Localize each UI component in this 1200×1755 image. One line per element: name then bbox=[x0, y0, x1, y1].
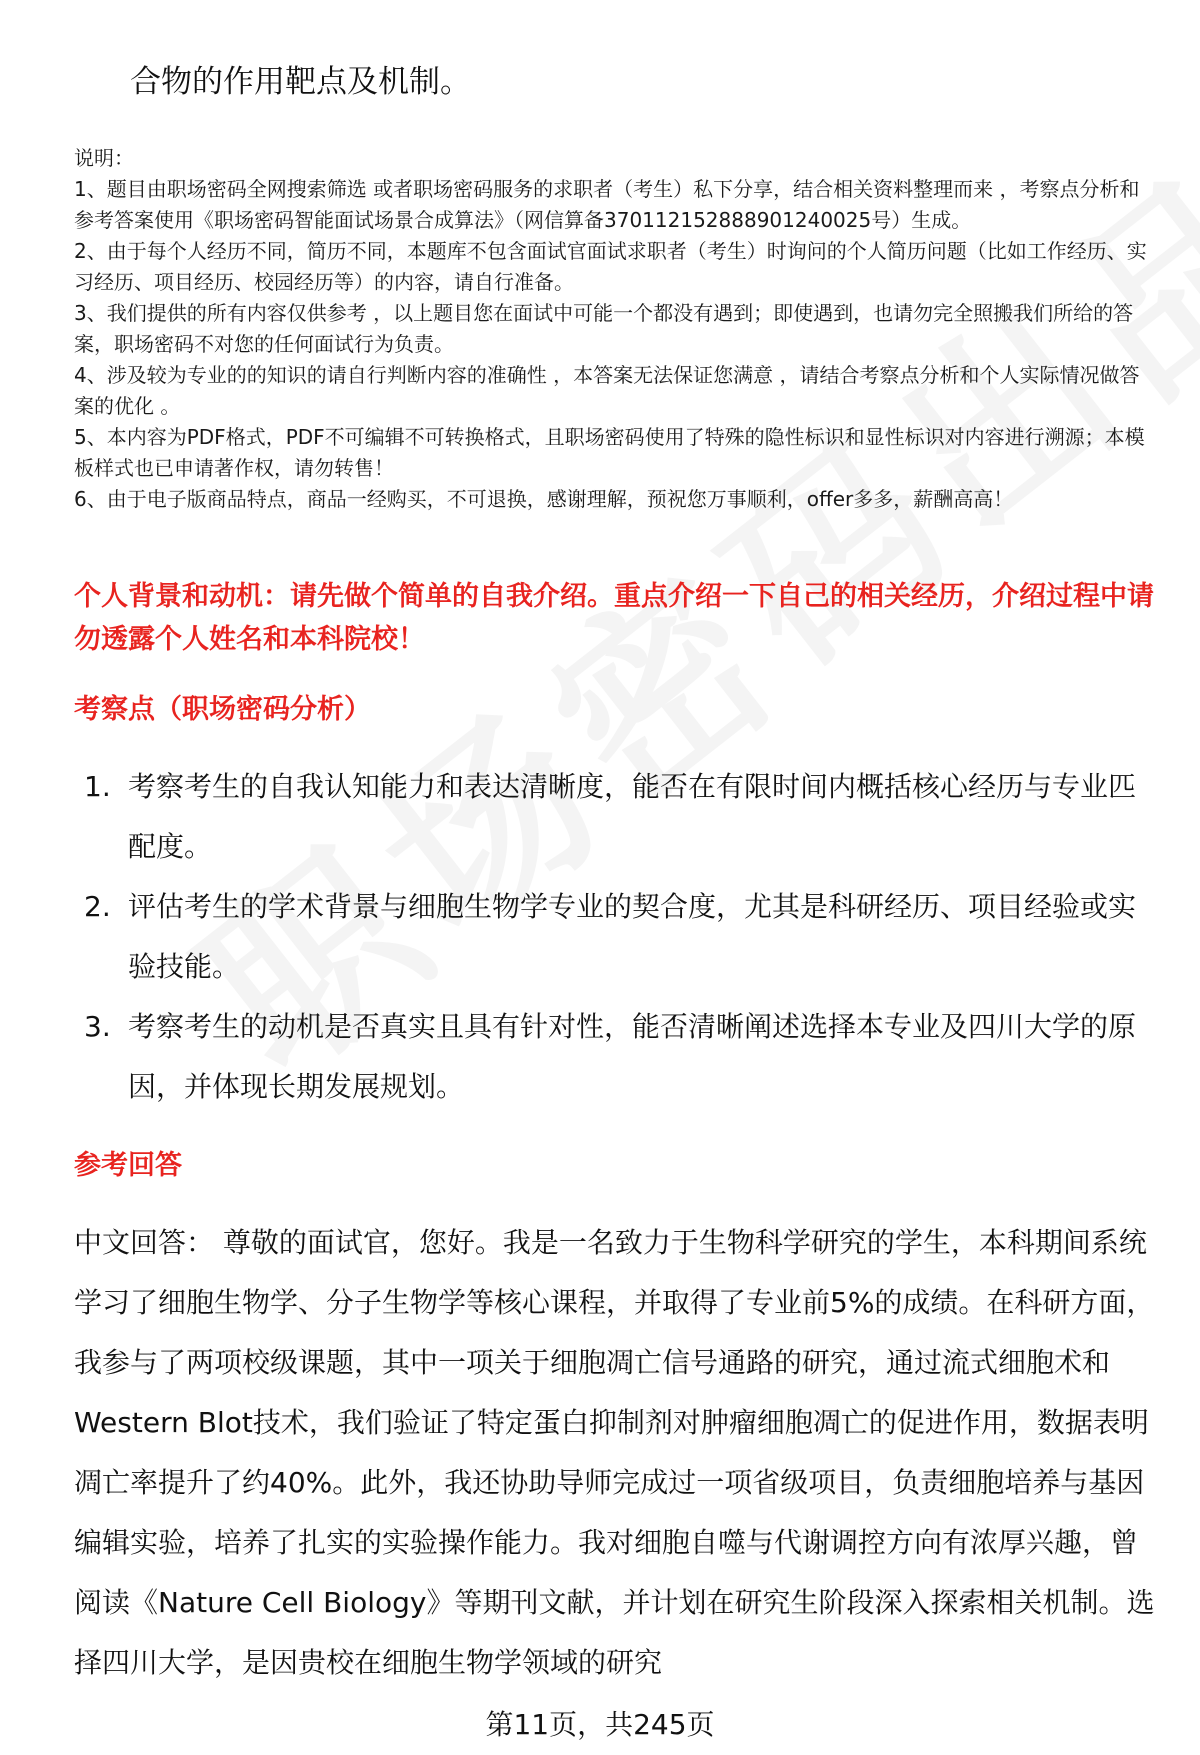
notes-item: 3、我们提供的所有内容仅供参考 ，以上题目您在面试中可能一个都没有遇到；即使遇到，也请勿完全照搬我们所给的答案，职场密码不对您的任何面试行为负责。 bbox=[74, 301, 1134, 356]
list-item-number: 2. bbox=[84, 890, 111, 923]
notes-item: 6、由于电子版商品特点，商品一经购买，不可退换，感谢理解，预祝您万事顺利，offer多多，薪酬高高！ bbox=[74, 487, 1014, 511]
list-item-text: 考察考生的动机是否真实且具有针对性，能否清晰阐述选择本专业及四川大学的原因，并体现长期发展规划。 bbox=[128, 1010, 1137, 1103]
notes-item: 1、题目由职场密码全网搜索筛选 或者职场密码服务的求职者（考生）私下分享，结合相关资料整理而来 ，考察点分析和参考答案使用《职场密码智能面试场景合成算法》（网信算备370112152888901240025号）生成。 bbox=[74, 177, 1140, 232]
list-item bbox=[74, 997, 1154, 1117]
list-item-number: 3. bbox=[84, 1010, 111, 1043]
continued-text-line: 合物的作用靶点及机制。 bbox=[130, 64, 471, 100]
interview-question: 个人背景和动机：请先做个简单的自我介绍。重点介绍一下自己的相关经历，介绍过程中请勿透露个人姓名和本科院校！ bbox=[74, 581, 1154, 655]
analysis-points-list bbox=[74, 757, 1154, 1117]
notes-item: 5、本内容为PDF格式，PDF不可编辑不可转换格式，且职场密码使用了特殊的隐性标识和显性标识对内容进行溯源；本模板样式也已申请著作权，请勿转售！ bbox=[74, 425, 1145, 480]
answer-paragraph: 中文回答： 尊敬的面试官，您好。我是一名致力于生物科学研究的学生，本科期间系统学习了细胞生物学、分子生物学等核心课程，并取得了专业前5%的成绩。在科研方面，我参与了两项校级课题，其中一项关于细胞凋亡信号通路的研究，通过流式细胞术和Western Blot技术，我们验证了特定蛋白抑制剂对肿瘤细胞凋亡的促进作用，数据表明凋亡率提升了约40%。此外，我还协助导师完成过一项省级项目，负责细胞培养与基因编辑实验，培养了扎实的实验操作能力。我对细胞自噬与代谢调控方向有浓厚兴趣，曾阅读《Nature Cell Biology》等期刊文献，并计划在研究生阶段深入探索相关机制。选择四川大学，是因贵校在细胞生物学领域的研究 bbox=[74, 1226, 1155, 1679]
analysis-heading: 考察点（职场密码分析） bbox=[74, 694, 371, 725]
list-item-text: 评估考生的学术背景与细胞生物学专业的契合度，尤其是科研经历、项目经验或实验技能。 bbox=[128, 890, 1137, 983]
page-number: 第11页，共245页 bbox=[485, 1708, 715, 1741]
list-item-text: 考察考生的自我认知能力和表达清晰度，能否在有限时间内概括核心经历与专业匹配度。 bbox=[128, 770, 1137, 863]
list-item-number: 1. bbox=[84, 770, 111, 803]
notes-item: 2、由于每个人经历不同，简历不同，本题库不包含面试官面试求职者（考生）时询问的个人简历问题（比如工作经历、实习经历、项目经历、校园经历等）的内容，请自行准备。 bbox=[74, 239, 1147, 294]
notes-item: 4、涉及较为专业的的知识的请自行判断内容的准确性 ，本答案无法保证您满意 ，请结合考察点分析和个人实际情况做答案的优化 。 bbox=[74, 363, 1140, 418]
answer-heading: 参考回答 bbox=[74, 1150, 182, 1181]
list-item bbox=[74, 757, 1154, 877]
notes-label: 说明： bbox=[74, 146, 134, 170]
disclaimer-notes bbox=[74, 143, 1154, 515]
list-item bbox=[74, 877, 1154, 997]
